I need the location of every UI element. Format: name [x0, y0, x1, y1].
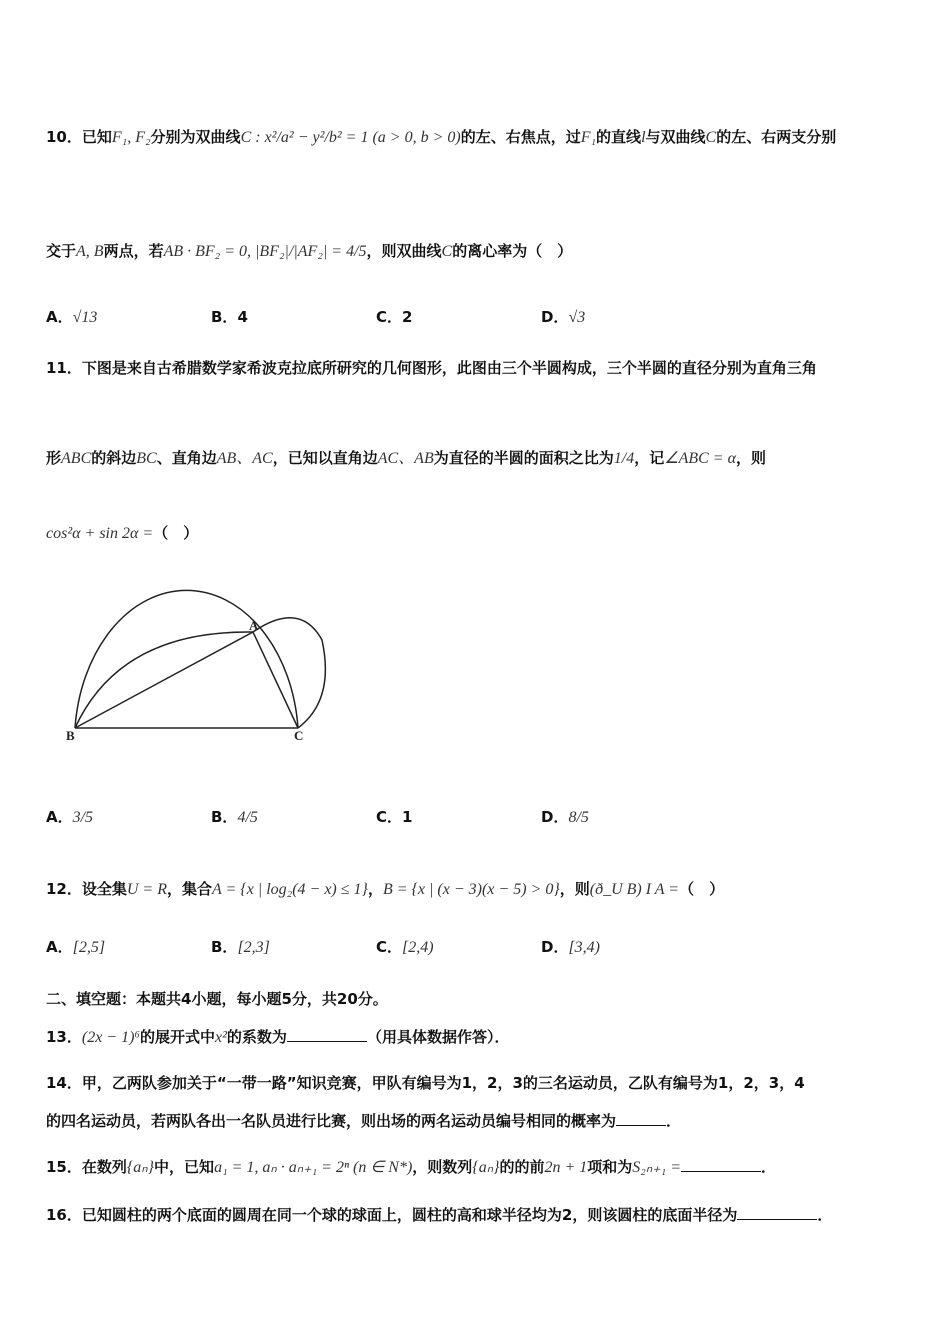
- label: D．: [541, 808, 569, 826]
- math: U = R: [126, 881, 167, 898]
- option-a[interactable]: [46, 306, 97, 327]
- text: 交于: [46, 242, 77, 260]
- text: 15．在数列: [46, 1158, 127, 1176]
- value: √13: [72, 309, 98, 326]
- answer-blank[interactable]: [287, 1027, 367, 1042]
- text: 的四名运动员，若两队各出一名队员进行比赛，则出场的两名运动员编号相同的概率为: [46, 1112, 617, 1130]
- label: A．: [46, 808, 73, 826]
- value: [2,3]: [237, 939, 270, 956]
- option-b[interactable]: [211, 306, 248, 327]
- q15: [46, 1156, 776, 1177]
- option-c[interactable]: [376, 806, 412, 827]
- value: [2,5]: [72, 939, 106, 956]
- q14-line1: 14．甲，乙两队参加关于“一带一路”知识竞赛，甲队有编号为1，2，3的三名运动员，乙队有编号为1，2，3，4: [46, 1074, 805, 1092]
- value: [2,4): [402, 939, 434, 956]
- math: cos²α + sin 2α =: [46, 525, 154, 542]
- text: ．: [817, 1206, 833, 1224]
- text: ，: [367, 880, 383, 898]
- text: 12．设全集: [46, 880, 127, 898]
- math: (2x − 1)⁶: [81, 1029, 140, 1046]
- option-d[interactable]: [541, 306, 585, 327]
- label: D．: [541, 308, 569, 326]
- value: 3/5: [72, 809, 94, 826]
- text: ，则双曲线: [366, 242, 442, 260]
- text: 的展开式中: [140, 1028, 216, 1046]
- math: 1/4: [613, 450, 635, 467]
- math: C: [705, 129, 717, 146]
- text: 中，已知: [154, 1158, 215, 1176]
- math: S₂ₙ₊₁ =: [632, 1159, 682, 1176]
- segment-ac: [253, 632, 298, 728]
- q16: [46, 1204, 832, 1225]
- text: ，则数列: [412, 1158, 473, 1176]
- q13: [46, 1026, 509, 1047]
- text: 10．已知: [46, 128, 112, 146]
- math: a₁ = 1, aₙ · aₙ₊₁ = 2ⁿ (n ∈ N*): [214, 1159, 413, 1176]
- answer-blank[interactable]: [681, 1157, 761, 1172]
- section-heading: 二、填空题：本题共4小题，每小题5分，共20分。: [46, 990, 388, 1008]
- q10-line2: [46, 240, 572, 261]
- text: 与双曲线: [645, 128, 706, 146]
- text: （ ）: [153, 524, 199, 542]
- semicircles-figure: [0, 560, 360, 750]
- text: 、直角边: [156, 449, 217, 467]
- text: ，则: [559, 880, 590, 898]
- option-c[interactable]: [376, 306, 412, 327]
- segment-ab: [75, 632, 253, 728]
- option-d[interactable]: [541, 806, 589, 827]
- text: 16．已知圆柱的两个底面的圆周在同一个球的球面上，圆柱的高和球半径均为2，则该圆柱的底面半径为: [46, 1206, 738, 1224]
- text: ，集合: [167, 880, 213, 898]
- q14-line2: [46, 1110, 681, 1131]
- label: A．: [46, 938, 73, 956]
- text: 的左、右两支分别: [716, 128, 837, 146]
- math: {aₙ}: [472, 1159, 500, 1176]
- math: ABC: [61, 450, 92, 467]
- label-c: C: [294, 728, 304, 743]
- text: ，记: [634, 449, 665, 467]
- math: (ð_U B) I A =: [589, 881, 680, 898]
- label: B．: [211, 308, 238, 326]
- q10-line1: [46, 126, 836, 147]
- label-a: A: [249, 618, 259, 633]
- math: x²: [215, 1029, 227, 1046]
- text: 分别为双曲线: [150, 128, 241, 146]
- text: 的系数为: [226, 1028, 287, 1046]
- q12-line1: [46, 878, 724, 899]
- value: 4/5: [237, 809, 258, 826]
- math: AB、AC: [216, 450, 273, 467]
- q11-line3: [46, 522, 198, 543]
- label: C．: [376, 938, 403, 956]
- math: {aₙ}: [126, 1159, 155, 1176]
- math: C: [441, 243, 453, 260]
- math: BC: [136, 450, 157, 467]
- q11-line1: 11．下图是来自古希腊数学家希波克拉底所研究的几何图形，此图由三个半圆构成，三个半圆的直径分别为直角三角: [46, 359, 817, 377]
- text: 形: [46, 449, 62, 467]
- math: F₁, F₂: [111, 129, 151, 146]
- text: ．: [666, 1112, 682, 1130]
- text: （用具体数据作答）．: [366, 1028, 510, 1046]
- label-b: B: [66, 728, 75, 743]
- label: B．: [211, 808, 238, 826]
- value: [3,4): [568, 939, 601, 956]
- math-set-b: B = {x | (x − 3)(x − 5) > 0}: [382, 881, 560, 898]
- label: C．: [376, 308, 403, 326]
- value: 8/5: [568, 809, 589, 826]
- text: 项和为: [587, 1158, 633, 1176]
- value: 1: [402, 808, 413, 826]
- option-d[interactable]: [541, 936, 600, 957]
- math: 2n + 1: [544, 1159, 588, 1176]
- text: 的斜边: [91, 449, 137, 467]
- math: F₁: [580, 129, 597, 146]
- text: 为直径的半圆的面积之比为: [433, 449, 614, 467]
- text: ，已知以直角边: [272, 449, 378, 467]
- option-b[interactable]: [211, 806, 258, 827]
- text: 两点，若: [103, 242, 164, 260]
- text: 的的前: [499, 1158, 545, 1176]
- math: A, B: [76, 243, 104, 260]
- value: √3: [568, 309, 586, 326]
- math-set-a: A = {x | log₂(4 − x) ≤ 1}: [212, 881, 368, 898]
- option-a[interactable]: [46, 936, 105, 957]
- text: 的离心率为（ ）: [452, 242, 573, 260]
- math: l: [641, 129, 646, 146]
- math-hyperbola: C : x²/a² − y²/b² = 1 (a > 0, b > 0): [240, 129, 461, 146]
- math-condition: AB · BF₂ = 0, |BF₂|/|AF₂| = 4/5: [163, 243, 367, 260]
- text: ．: [761, 1158, 777, 1176]
- text: 13．: [46, 1028, 82, 1046]
- answer-blank[interactable]: [616, 1111, 666, 1126]
- semicircle-ac: [253, 618, 325, 728]
- label: C．: [376, 808, 403, 826]
- option-b[interactable]: [211, 936, 270, 957]
- text: （ ）: [679, 880, 725, 898]
- text: ，则: [735, 449, 766, 467]
- text: 的直线: [596, 128, 642, 146]
- label: B．: [211, 938, 238, 956]
- label: A．: [46, 308, 73, 326]
- q11-line2: [46, 445, 766, 468]
- math: AC、AB: [377, 450, 434, 467]
- label: D．: [541, 938, 569, 956]
- value: 4: [237, 308, 248, 326]
- text: 的左、右焦点，过: [460, 128, 581, 146]
- value: 2: [402, 308, 413, 326]
- option-c[interactable]: [376, 936, 434, 957]
- math: ∠ABC = α: [664, 450, 736, 467]
- semicircle-bc: [75, 590, 298, 728]
- option-a[interactable]: [46, 806, 93, 827]
- answer-blank[interactable]: [737, 1205, 817, 1220]
